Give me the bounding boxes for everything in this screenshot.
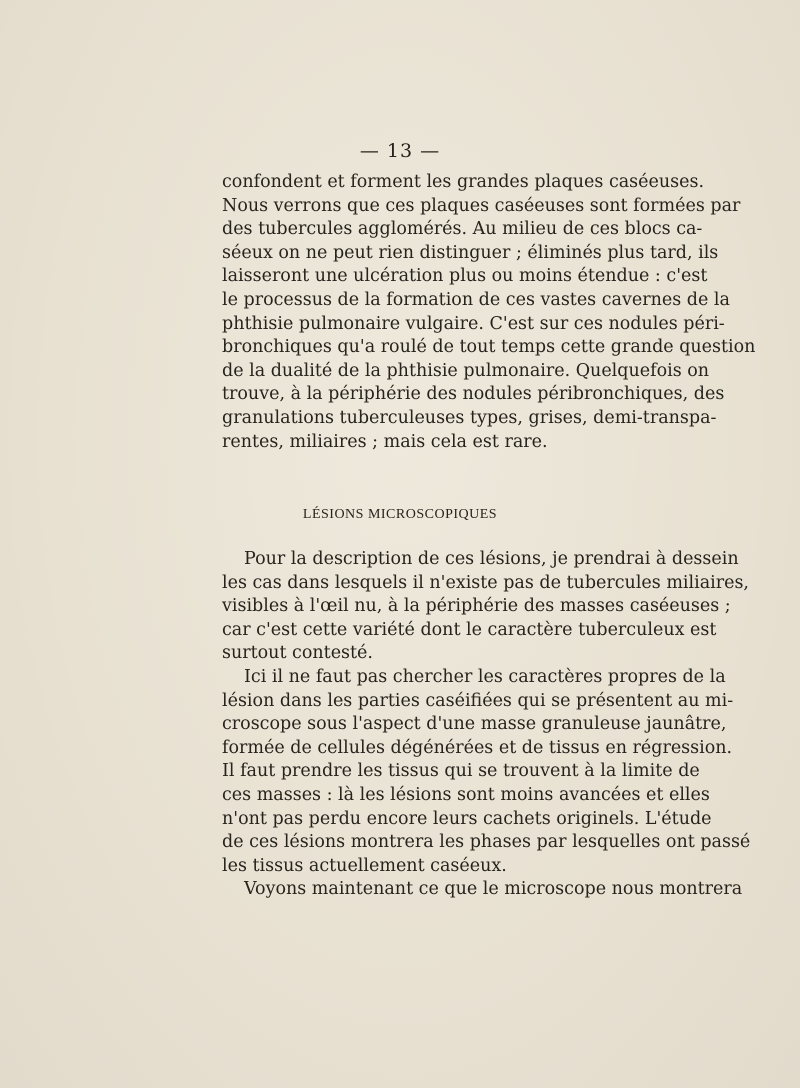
text-line: de ces lésions montrera les phases par lesquelles ont passé [222, 832, 751, 853]
text-line: visibles à l'œil nu, à la périphérie des masses caséeuses ; [222, 596, 731, 617]
text-line: Voyons maintenant ce que le microscope nous montrera [244, 879, 743, 900]
text-line: Nous verrons que ces plaques caséeuses sont formées par [222, 195, 741, 216]
text-line: Il faut prendre les tissus qui se trouvent à la limite de [222, 761, 700, 782]
text-line: le processus de la formation de ces vastes cavernes de la [222, 289, 730, 310]
text-line: croscope sous l'aspect d'une masse granuleuse jaunâtre, [222, 714, 727, 735]
text-line: bronchiques qu'a roulé de tout temps cette grande question [222, 337, 756, 358]
text-line: de la dualité de la phthisie pulmonaire. Quelquefois on [222, 360, 710, 381]
paragraph-2 [222, 548, 749, 666]
page-number: — 13 — [359, 140, 441, 162]
text-line: rentes, miliaires ; mais cela est rare. [222, 431, 548, 452]
text-line: Ici il ne faut pas chercher les caractères propres de la [244, 666, 726, 687]
text-line: trouve, à la périphérie des nodules péribronchiques, des [222, 384, 725, 405]
text-line: Pour la description de ces lésions, je prendrai à dessein [244, 549, 739, 569]
body-text [222, 548, 751, 902]
text-line: ces masses : là les lésions sont moins avancées et elles [222, 784, 710, 805]
text-line: granulations tuberculeuses types, grises, demi-transpa- [222, 407, 717, 428]
text-line: car c'est cette variété dont le caractère tuberculeux est [222, 619, 717, 640]
section-heading: LÉSIONS MICROSCOPIQUES [302, 507, 498, 522]
text-line: n'ont pas perdu encore leurs cachets originels. L'étude [222, 808, 712, 829]
text-line: phthisie pulmonaire vulgaire. C'est sur ces nodules péri- [222, 313, 725, 334]
text-line: laisseront une ulcération plus ou moins étendue : c'est [222, 266, 708, 287]
text-line: confondent et forment les grandes plaques caséeuses. [222, 172, 705, 192]
text-line: formée de cellules dégénérées et de tissus en régression. [222, 737, 733, 758]
text-line: lésion dans les parties caséifiées qui se présentent au mi- [222, 690, 734, 711]
text-line: séeux on ne peut rien distinguer ; éliminés plus tard, ils [222, 242, 719, 263]
paragraph-1 [222, 171, 756, 454]
text-line: les cas dans lesquels il n'existe pas de tubercules miliaires, [222, 572, 749, 593]
paragraph-4 [222, 878, 743, 902]
text-line: des tubercules agglomérés. Au milieu de ces blocs ca- [222, 219, 703, 240]
text-line: surtout contesté. [222, 643, 373, 664]
paragraph-3 [222, 666, 751, 878]
text-line: les tissus actuellement caséeux. [222, 855, 507, 876]
